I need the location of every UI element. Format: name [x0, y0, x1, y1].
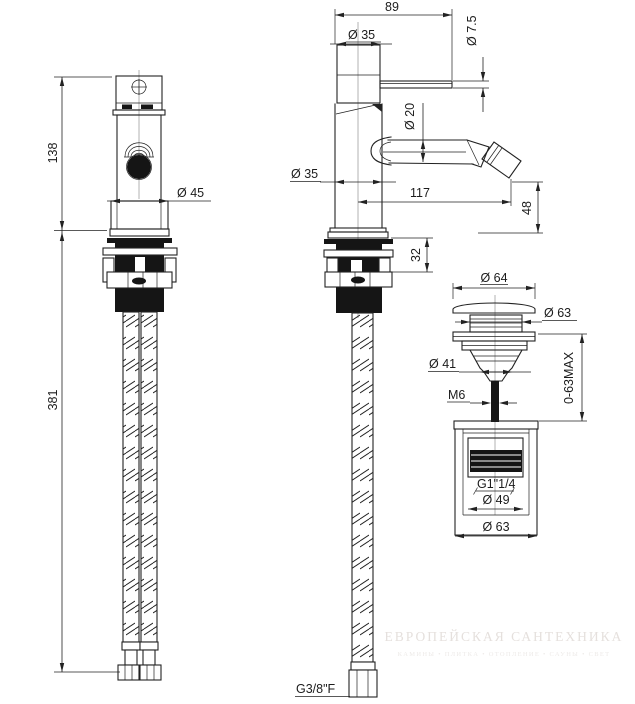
drain-assembly-view [428, 271, 587, 538]
dim-screw-thread [447, 388, 517, 405]
dim-label-total-width: 89 [385, 0, 399, 14]
lever [380, 81, 452, 88]
dim-lever-diameter [453, 15, 489, 112]
spout-side [371, 137, 521, 178]
dim-spout-height [478, 182, 543, 233]
dim-label-shank-length: 32 [409, 248, 423, 262]
hose-nut [349, 670, 377, 697]
dim-label-handle-diameter: Ø 35 [348, 28, 376, 42]
dim-label-body-diameter: Ø 35 [291, 167, 319, 181]
dim-label-plug-diameter: Ø 63 [544, 306, 572, 320]
flexible-hose [349, 313, 377, 697]
dim-body-diameter [290, 167, 396, 184]
dim-label-screw-thread: M6 [448, 388, 466, 402]
flexible-hoses [118, 312, 161, 680]
cap-thread [470, 315, 522, 332]
dim-label-tail-diameter: Ø 49 [482, 493, 510, 507]
washer [103, 248, 177, 255]
dim-label-adjustment-range: 0-63MAX [562, 351, 576, 405]
dim-label-height: 138 [46, 142, 60, 164]
dim-label-base-diameter: Ø 45 [177, 186, 205, 200]
side-view [290, 0, 543, 697]
watermark-subtitle: КАМИНЫ • ПЛИТКА • ОТОПЛЕНИЕ • САУНЫ • СВЕТ [397, 651, 611, 658]
dim-label-cap-diameter: Ø 64 [480, 271, 508, 285]
gasket [324, 239, 393, 244]
dim-label-hose-length: 381 [46, 389, 60, 411]
hot-mark [122, 105, 132, 110]
spray-head [482, 142, 521, 178]
dim-body-height [46, 77, 120, 672]
watermark [385, 629, 624, 658]
dim-label-hose-connection: G3/8"F [296, 682, 336, 696]
dim-waste-thread [474, 477, 516, 495]
dim-spout-diameter [403, 103, 425, 162]
watermark-title: ЕВРОПЕЙСКАЯ САНТЕХНИКА [384, 629, 624, 644]
m6-rod [491, 381, 499, 422]
dim-label-spout-height: 48 [520, 201, 534, 215]
front-view [46, 70, 211, 680]
base-plate [110, 229, 169, 236]
dim-cap-diameter [453, 271, 535, 299]
dim-spout-reach [358, 179, 511, 206]
dim-label-spout-diameter: Ø 20 [403, 102, 417, 130]
dim-label-spout-reach: 117 [410, 186, 430, 200]
pop-up-cap [453, 303, 535, 313]
dim-hose-connection [295, 682, 350, 697]
dim-adjustment-range [538, 334, 587, 421]
gasket [107, 238, 172, 243]
dim-waste-body-diameter [428, 357, 531, 374]
dim-handle-diameter [330, 28, 392, 46]
dim-label-flange-diameter: Ø 63 [482, 520, 510, 534]
washer [324, 250, 393, 257]
dim-label-waste-body-diameter: Ø 41 [429, 357, 457, 371]
dim-tail-diameter [468, 493, 523, 511]
base-block [111, 201, 168, 229]
hose-nut-left [118, 665, 139, 680]
handle-side [337, 45, 380, 103]
hose-nut-right [140, 665, 161, 680]
dim-label-waste-thread: G1"1/4 [477, 477, 516, 491]
cold-mark [141, 105, 153, 110]
spout-outlet [127, 155, 151, 179]
dim-label-lever-diameter: Ø 7.5 [465, 15, 479, 46]
dim-base-diameter [107, 186, 211, 203]
